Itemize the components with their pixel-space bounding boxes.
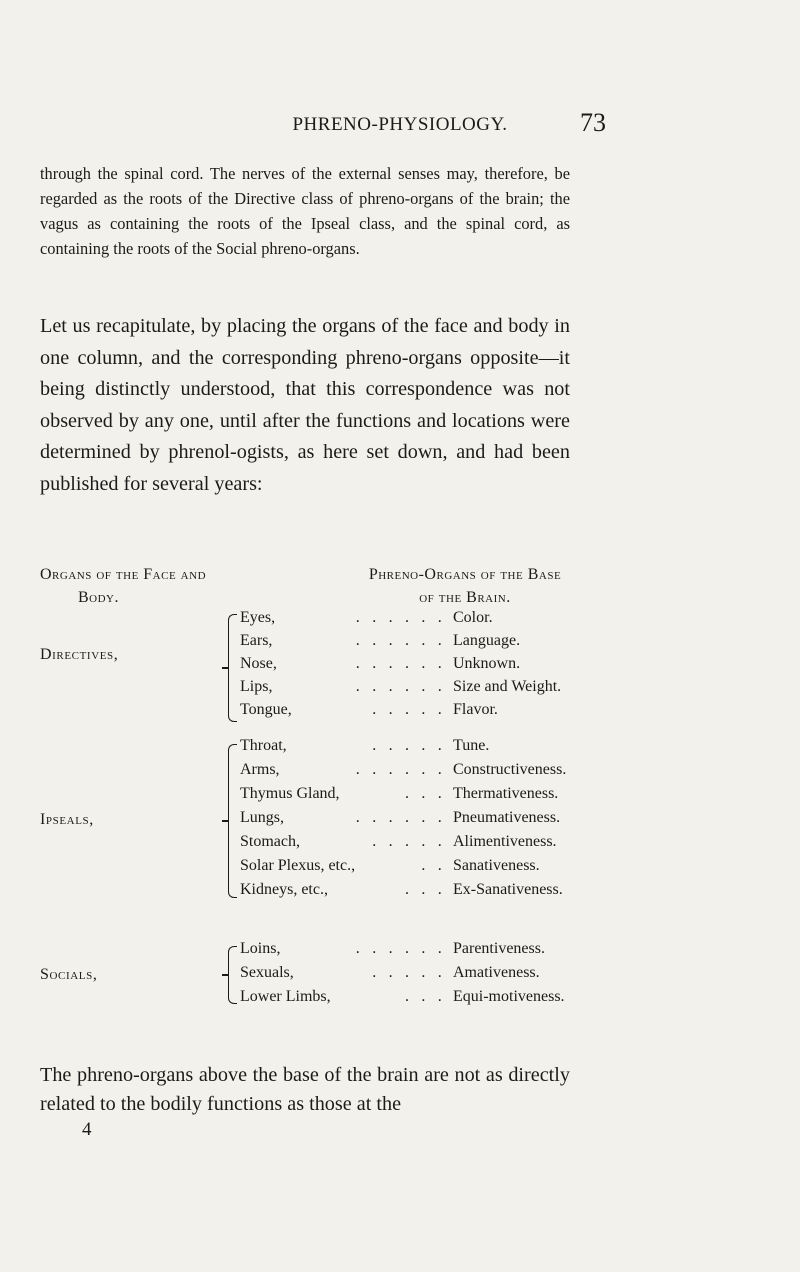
phreno-function: Alimentiveness. (453, 833, 557, 850)
organ-name: Tongue, (240, 701, 292, 718)
table-row (240, 606, 600, 630)
brace-directives (228, 614, 237, 722)
leader-dots: . . . . . . (355, 761, 446, 778)
phreno-function: Tune. (453, 737, 490, 754)
leader-dots: . . . . . (372, 701, 446, 718)
leader-dots: . . . . . . (355, 940, 446, 957)
table-row (240, 937, 610, 961)
signature-mark: 4 (82, 1119, 92, 1140)
organ-name: Solar Plexus, etc., (240, 857, 356, 874)
phreno-function: Color. (453, 609, 493, 626)
organ-name: Eyes, (240, 609, 276, 626)
organ-name: Arms, (240, 761, 280, 778)
right-heading-line2: of the Brain. (419, 589, 511, 606)
leader-dots: . . . (405, 785, 446, 802)
phreno-function: Pneumativeness. (453, 809, 561, 826)
right-column-heading (310, 563, 620, 609)
organ-name: Lips, (240, 678, 273, 695)
intro-paragraph: through the spinal cord. The nerves of the external senses may, therefore, be regarded as the roots of the Directive class of phreno-organs of the brain; the vagus as containing the roots of the Ipseal class, and the spinal cord, as containing the roots of the Social phreno-organs. (40, 164, 570, 258)
leader-dots: . . . . . . (355, 609, 446, 626)
leader-dots: . . . . . . (355, 655, 446, 672)
organ-name: Nose, (240, 655, 277, 672)
table-row (240, 698, 600, 722)
phreno-function: Flavor. (453, 701, 498, 718)
table-row (240, 734, 610, 758)
group-label-directives: Directives, (40, 646, 119, 663)
brace-tip-directives (222, 667, 229, 669)
recap-paragraph: Let us recapitulate, by placing the organs of the face and body in one column, and the corresponding phreno-organs opposite—it being distinctly understood, that this correspondence was not observed by any one, until after the functions and locations were determined by phrenol-ogists, as here set down, and had been published for several years: (40, 315, 570, 495)
page-number: 73 (580, 108, 606, 137)
closing-paragraph: The phreno-organs above the base of the brain are not as directly related to the bodily functions as those at the (40, 1064, 570, 1115)
phreno-function: Ex-Sanativeness. (453, 881, 563, 898)
running-head (0, 110, 800, 140)
right-heading-line1: Phreno-Organs of the Base (368, 566, 562, 583)
table-row (240, 806, 610, 830)
organ-name: Kidneys, etc., (240, 881, 328, 898)
leader-dots: . . . (405, 988, 446, 1005)
phreno-function: Thermativeness. (453, 785, 559, 802)
leader-dots: . . . . . (372, 833, 446, 850)
brace-ipseals (228, 744, 237, 898)
table-row (240, 629, 600, 653)
leader-dots: . . . . . . (355, 678, 446, 695)
table-row (240, 782, 610, 806)
group-label-ipseals: Ipseals, (40, 811, 94, 828)
phreno-function: Equi-motiveness. (453, 988, 565, 1005)
organ-name: Stomach, (240, 833, 300, 850)
leader-dots: . . (421, 857, 446, 874)
left-heading-line1: Organs of the Face and (40, 566, 207, 583)
phreno-function: Amativeness. (453, 964, 540, 981)
left-heading-line2: Body. (78, 589, 120, 606)
running-title: PHRENO-PHYSIOLOGY. (292, 114, 508, 135)
phreno-function: Language. (453, 632, 521, 649)
table-row (240, 854, 610, 878)
table-row (240, 830, 610, 854)
leader-dots: . . . . . (372, 964, 446, 981)
phreno-function: Parentiveness. (453, 940, 545, 957)
organ-name: Lungs, (240, 809, 284, 826)
leader-dots: . . . (405, 881, 446, 898)
table-row (240, 675, 600, 699)
brace-tip-ipseals (222, 820, 229, 822)
organ-name: Lower Limbs, (240, 988, 331, 1005)
phreno-function: Constructiveness. (453, 761, 567, 778)
brace-socials (228, 946, 237, 1004)
organ-name: Sexuals, (240, 964, 294, 981)
phreno-function: Unknown. (453, 655, 521, 672)
brace-tip-socials (222, 974, 229, 976)
left-column-heading (40, 563, 300, 609)
leader-dots: . . . . . . (355, 809, 446, 826)
group-label-socials: Socials, (40, 966, 98, 983)
organ-name: Loins, (240, 940, 281, 957)
leader-dots: . . . . . (372, 737, 446, 754)
organ-name: Throat, (240, 737, 287, 754)
organ-name: Ears, (240, 632, 273, 649)
leader-dots: . . . . . . (355, 632, 446, 649)
table-row (240, 758, 610, 782)
phreno-function: Sanativeness. (453, 857, 540, 874)
table-row (240, 961, 610, 985)
table-row (240, 652, 600, 676)
phreno-function: Size and Weight. (453, 678, 562, 695)
table-row (240, 985, 610, 1009)
table-row (240, 878, 610, 902)
organ-name: Thymus Gland, (240, 785, 340, 802)
